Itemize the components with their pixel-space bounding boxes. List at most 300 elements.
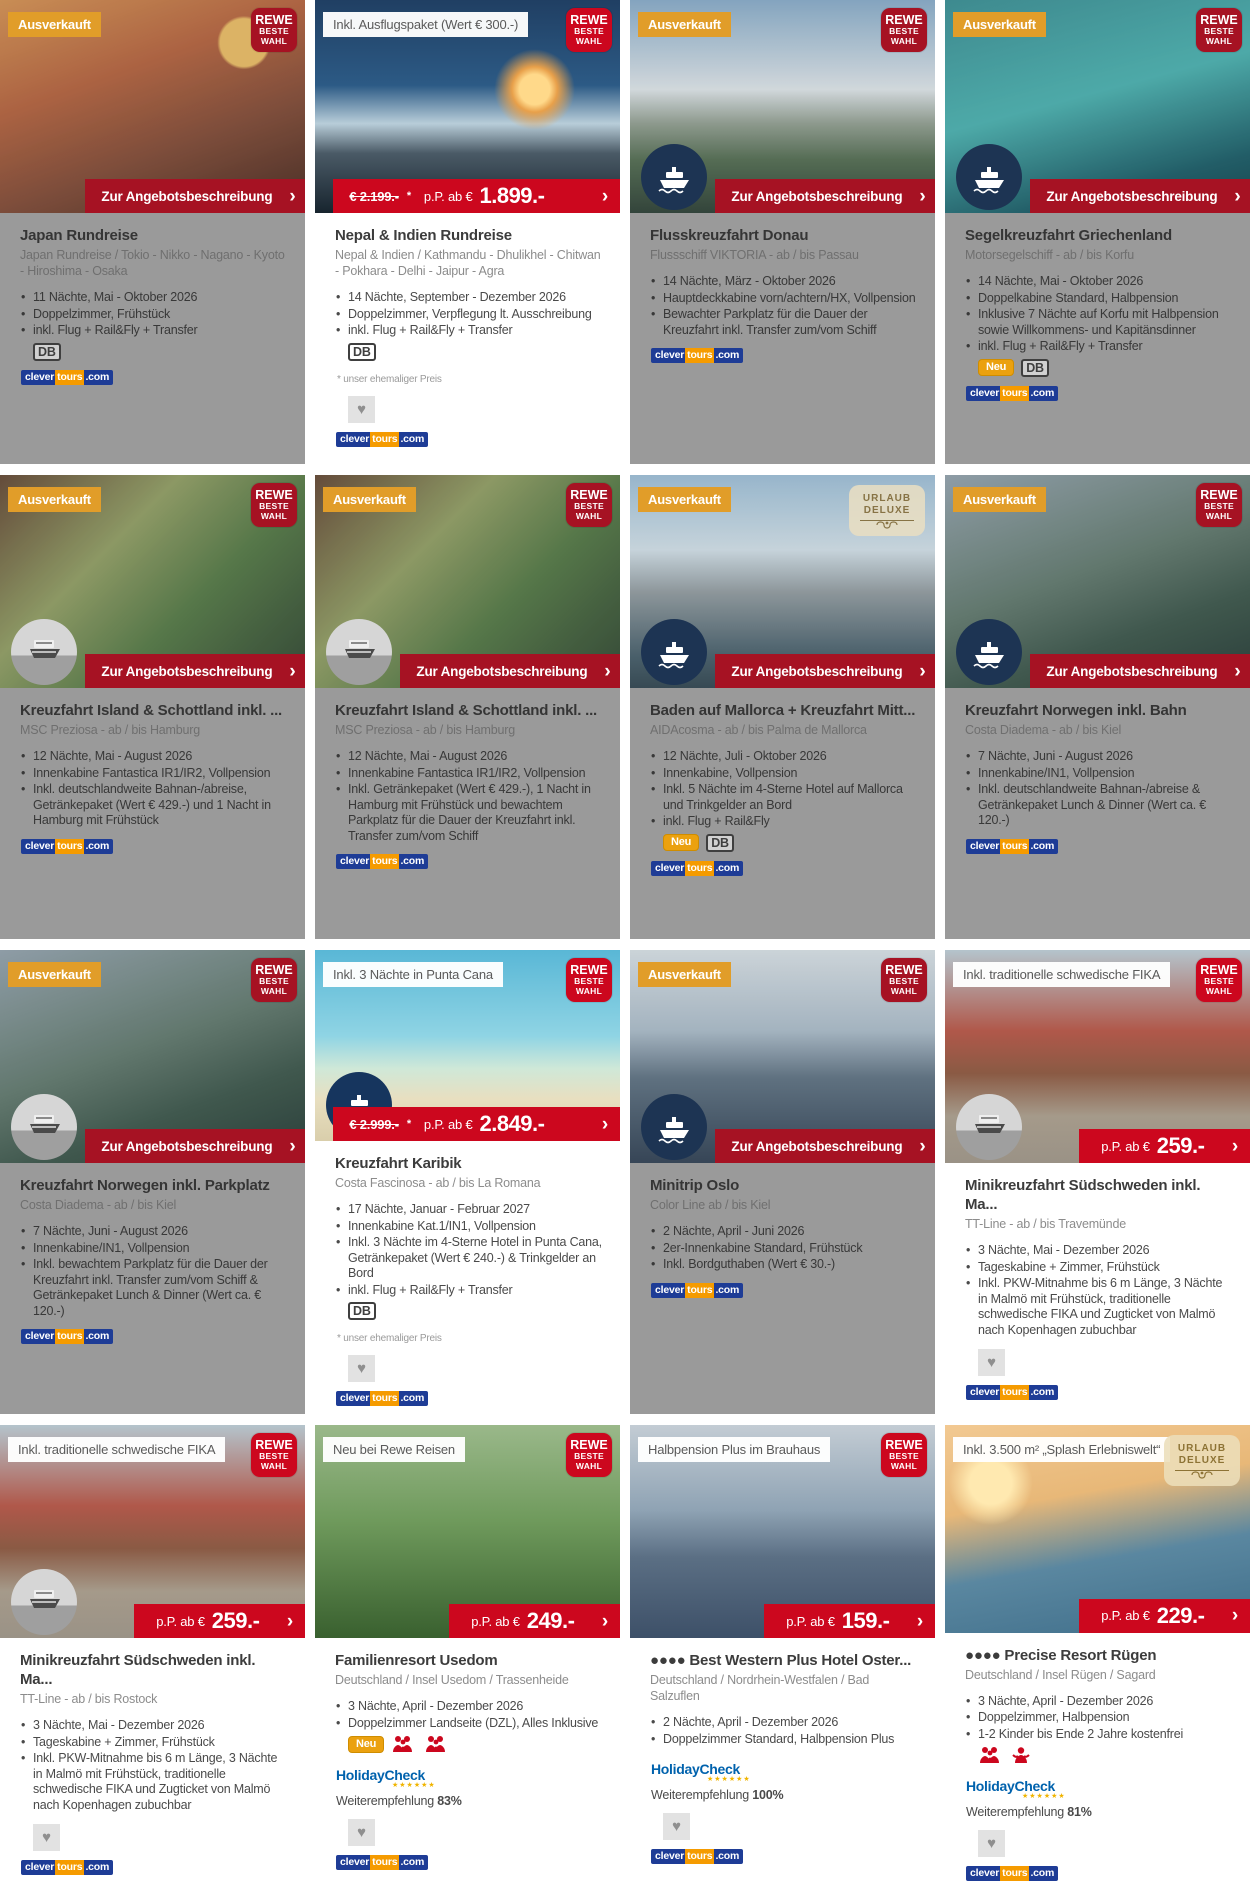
rewe-badge-text: REWE	[885, 963, 923, 977]
clevertours-logo	[21, 839, 113, 854]
promo-badge: Inkl. traditionelle schwedische FIKA	[8, 1437, 225, 1462]
clevertours-logo	[336, 1855, 428, 1870]
offer-detail-item: • 2 Nächte, April - Juni 2026	[650, 1224, 919, 1240]
family-icon	[978, 1746, 1004, 1764]
offer-detail-item: • Bewachter Parkplatz für die Dauer der Kreuzfahrt inkl. Transfer zum/vom Schiff	[650, 307, 919, 338]
rewe-badge-text: REWE	[1200, 488, 1238, 502]
rewe-beste-wahl-badge	[566, 958, 612, 1002]
offer-description-button[interactable]	[1030, 179, 1250, 213]
price-prefix: p.P. ab €	[1101, 1138, 1150, 1154]
clevertours-logo-text: .com	[399, 1391, 428, 1406]
former-price-note: * unser ehemaliger Preis	[337, 1333, 442, 1344]
holidaycheck-block	[966, 1778, 1234, 1819]
offer-details	[20, 1224, 289, 1319]
rewe-beste-wahl-badge	[881, 8, 927, 52]
clevertours-logo-text: .com	[1029, 1866, 1058, 1881]
rewe-badge-text: REWE	[255, 1438, 293, 1452]
offer-card	[0, 1425, 305, 1889]
offer-image[interactable]	[945, 475, 1250, 688]
clevertours-logo-text: clever	[966, 386, 1000, 401]
recommendation-rate	[651, 1788, 919, 1802]
offer-detail-item: • 12 Nächte, Juli - Oktober 2026	[650, 749, 919, 765]
offer-details	[20, 290, 289, 339]
offer-card	[630, 0, 935, 464]
wishlist-heart-button[interactable]: ♥	[978, 1830, 1005, 1857]
price-button[interactable]	[333, 1107, 620, 1141]
offer-subtitle: Deutschland / Insel Rügen / Sagard	[965, 1667, 1156, 1682]
cruise-ship-icon	[641, 619, 707, 685]
offer-title: Minitrip Oslo	[650, 1177, 740, 1194]
offer-body	[0, 1638, 305, 1889]
cruise-ship-icon	[326, 619, 392, 685]
offer-title: Kreuzfahrt Norwegen inkl. Parkplatz	[20, 1177, 270, 1194]
offer-subtitle: TT-Line - ab / bis Rostock	[20, 1692, 158, 1706]
recommendation-label: Weiterempfehlung	[336, 1794, 435, 1808]
offer-tags	[978, 1746, 1234, 1764]
chevron-right-icon: ›	[1234, 660, 1241, 682]
offer-description-label: Zur Angebotsbeschreibung	[101, 1138, 273, 1154]
rewe-beste-wahl-badge	[251, 483, 297, 527]
offer-image[interactable]	[0, 0, 305, 213]
offer-card	[945, 0, 1250, 464]
offer-subtitle: Color Line ab / bis Kiel	[650, 1198, 771, 1212]
clevertours-logo-text: .com	[84, 839, 113, 854]
promo-badge: Inkl. traditionelle schwedische FIKA	[953, 962, 1170, 987]
offer-title: ●●●● Precise Resort Rügen	[965, 1646, 1157, 1664]
offer-subtitle: Motorsegelschiff - ab / bis Korfu	[965, 248, 1134, 262]
offer-description-button[interactable]	[85, 179, 305, 213]
offer-description-button[interactable]	[400, 654, 620, 688]
rewe-badge-text: WAHL	[575, 985, 603, 996]
clevertours-logo-text: clever	[966, 1866, 1000, 1881]
offer-subtitle: TT-Line - ab / bis Travemünde	[965, 1217, 1126, 1231]
rewe-badge-text: BESTE	[1204, 976, 1234, 986]
offer-details	[335, 1202, 604, 1298]
chevron-right-icon: ›	[601, 1113, 608, 1135]
offer-description-button[interactable]	[85, 1129, 305, 1163]
rewe-beste-wahl-badge	[1196, 8, 1242, 52]
holidaycheck-block	[336, 1767, 604, 1808]
offer-description-label: Zur Angebotsbeschreibung	[731, 1138, 903, 1154]
clevertours-logo-text: clever	[21, 1860, 55, 1875]
offer-body	[315, 1638, 620, 1889]
clevertours-logo	[966, 1866, 1058, 1881]
offer-title: Kreuzfahrt Island & Schottland inkl. ...	[20, 702, 283, 719]
price-prefix: p.P. ab €	[1101, 1608, 1150, 1623]
chevron-right-icon: ›	[919, 660, 926, 682]
offer-details	[650, 749, 919, 830]
family-icon	[424, 1735, 450, 1753]
clevertours-logo-text: tours	[687, 861, 713, 874]
offer-detail-item: • 12 Nächte, Mai - August 2026	[335, 749, 604, 765]
recommendation-value: 100%	[752, 1788, 784, 1802]
rewe-badge-text: REWE	[1200, 13, 1238, 27]
offer-body	[0, 688, 305, 939]
price-button[interactable]	[333, 179, 620, 213]
offer-subtitle: Costa Diadema - ab / bis Kiel	[965, 723, 1122, 737]
clevertours-logo	[966, 1385, 1058, 1400]
offer-body	[945, 213, 1250, 464]
clevertours-logo-text: .com	[399, 1855, 428, 1870]
offer-description-button[interactable]	[1030, 654, 1250, 688]
chevron-right-icon: ›	[1234, 185, 1241, 207]
offer-detail-item: • 14 Nächte, März - Oktober 2026	[650, 274, 919, 290]
clevertours-logo-text: clever	[651, 1283, 685, 1298]
clevertours-logo-text: .com	[1029, 839, 1058, 854]
offer-image[interactable]	[0, 475, 305, 688]
child-icon	[1011, 1746, 1031, 1764]
promo-badge: Inkl. 3.500 m² „Splash Erlebniswelt“	[953, 1437, 1170, 1462]
offer-body	[315, 688, 620, 939]
offer-detail-item: • Inkl. deutschlandweite Bahnan-/abreise, Getränkepaket (Wert € 429.-) und 1 Nacht in Hamburg mit Frühstück	[20, 782, 289, 829]
former-price-note: * unser ehemaliger Preis	[337, 373, 442, 385]
offer-detail-item: • 1-2 Kinder bis Ende 2 Jahre kostenfrei	[965, 1727, 1234, 1743]
recommendation-label: Weiterempfehlung	[651, 1788, 750, 1802]
clevertours-logo-text: clever	[651, 1849, 685, 1864]
clevertours-logo	[336, 854, 428, 869]
offer-body	[315, 1141, 620, 1414]
offer-detail-item: • 2 Nächte, April - Dezember 2026	[650, 1715, 919, 1731]
offer-subtitle: Deutschland / Nordrhein-Westfalen / Bad Salzuflen	[650, 1673, 870, 1703]
offer-tags	[348, 343, 604, 361]
offer-detail-item: • Doppelzimmer, Verpflegung lt. Ausschreibung	[335, 307, 604, 323]
offer-card	[0, 0, 305, 464]
offer-detail-item: • 14 Nächte, Mai - Oktober 2026	[965, 274, 1234, 290]
price-button[interactable]	[1079, 1129, 1250, 1163]
offer-image[interactable]	[630, 1425, 935, 1638]
clevertours-logo-text: clever	[651, 861, 685, 876]
offer-description-button[interactable]	[715, 654, 935, 688]
family-icon	[391, 1735, 417, 1753]
offer-title: ●●●● Best Western Plus Hotel Oster...	[650, 1652, 912, 1669]
rewe-badge-text: BESTE	[259, 501, 289, 511]
offer-description-button[interactable]	[715, 179, 935, 213]
offer-card	[945, 950, 1250, 1414]
offer-detail-item: • Inkl. deutschlandweite Bahnan-/abreise & Getränkepaket Lunch & Dinner (Wert ca. € 120.-)	[965, 782, 1234, 829]
deutsche-bahn-logo: DB	[348, 343, 376, 361]
offer-title: Japan Rundreise	[20, 227, 138, 244]
soldout-badge: Ausverkauft	[323, 487, 416, 512]
holidaycheck-logo: HolidayCheck	[651, 1761, 740, 1777]
recommendation-rate	[966, 1805, 1234, 1819]
offer-detail-item: • inkl. Flug + Rail&Fly + Transfer	[335, 1283, 604, 1299]
wishlist-heart-button[interactable]: ♥	[978, 1349, 1005, 1376]
chevron-right-icon: ›	[286, 1610, 293, 1632]
offer-detail-item: • 7 Nächte, Juni - August 2026	[20, 1224, 289, 1240]
rewe-beste-wahl-badge	[251, 8, 297, 52]
rewe-badge-text: WAHL	[575, 35, 603, 46]
offer-title: Minikreuzfahrt Südschweden inkl. Ma...	[20, 1652, 256, 1688]
clevertours-logo-text: .com	[399, 432, 428, 447]
offer-description-label: Zur Angebotsbeschreibung	[101, 663, 273, 679]
offer-description-button[interactable]	[85, 654, 305, 688]
price-prefix: p.P. ab €	[786, 1613, 835, 1629]
offer-image[interactable]	[0, 950, 305, 1163]
rewe-badge-text: WAHL	[260, 985, 288, 996]
recommendation-value: 81%	[1067, 1805, 1092, 1819]
chevron-right-icon: ›	[289, 1135, 296, 1157]
price-button[interactable]	[134, 1604, 305, 1638]
rewe-badge-text: WAHL	[575, 1460, 603, 1471]
offer-subtitle: MSC Preziosa - ab / bis Hamburg	[335, 723, 515, 737]
rewe-badge-text: REWE	[885, 1438, 923, 1452]
clevertours-logo-text: clever	[336, 854, 370, 869]
rewe-beste-wahl-badge	[881, 1433, 927, 1477]
rewe-badge-text: BESTE	[259, 26, 289, 36]
deluxe-badge-text: URLAUB	[1177, 1443, 1227, 1454]
offer-details	[335, 749, 604, 844]
rewe-badge-text: REWE	[255, 488, 293, 502]
new-badge: Neu	[348, 1736, 384, 1753]
clevertours-logo-text: .com	[714, 1849, 743, 1864]
price-value: 229.-	[1156, 1602, 1205, 1628]
clevertours-logo	[21, 370, 113, 385]
offer-description-label: Zur Angebotsbeschreibung	[731, 188, 903, 204]
wishlist-heart-button[interactable]: ♥	[348, 1355, 375, 1382]
clevertours-logo-text: clever	[21, 370, 55, 385]
chevron-right-icon: ›	[604, 660, 611, 682]
clevertours-logo	[21, 1329, 113, 1344]
clevertours-logo-text: .com	[84, 1860, 113, 1875]
chevron-right-icon: ›	[601, 185, 608, 207]
deluxe-badge-text: DELUXE	[863, 505, 911, 516]
offer-details	[650, 274, 919, 338]
offer-image[interactable]	[945, 0, 1250, 213]
old-price: € 2.199.-	[349, 188, 399, 204]
rewe-badge-text: REWE	[570, 488, 608, 502]
offer-image[interactable]	[630, 475, 935, 688]
rewe-badge-text: BESTE	[574, 1451, 604, 1461]
offer-details	[335, 290, 604, 339]
offer-details	[965, 1694, 1234, 1743]
clevertours-logo-text: tours	[372, 1856, 398, 1868]
offer-card	[315, 1425, 620, 1889]
rewe-beste-wahl-badge	[566, 483, 612, 527]
clevertours-logo-text: tours	[57, 370, 83, 383]
price-value: 249.-	[526, 1608, 575, 1633]
holidaycheck-stars-icon: ★★★★★★	[1022, 1793, 1066, 1800]
soldout-badge: Ausverkauft	[638, 487, 731, 512]
offer-details	[965, 1243, 1234, 1338]
offer-tags	[978, 359, 1234, 377]
offer-tags	[348, 1735, 604, 1753]
offer-body	[315, 213, 620, 464]
recommendation-label: Weiterempfehlung	[966, 1805, 1065, 1819]
offer-body	[630, 1638, 935, 1889]
offer-detail-item: • Inkl. Getränkepaket (Wert € 429.-), 1 Nacht in Hamburg mit Frühstück und bewachtem Parkplatz für die Dauer der Kreuzfahrt inkl. Transfer zum/vom Schiff	[335, 782, 604, 844]
offer-detail-item: • 17 Nächte, Januar - Februar 2027	[335, 1202, 604, 1218]
clevertours-logo	[651, 348, 743, 363]
chevron-right-icon: ›	[289, 660, 296, 682]
offer-body	[630, 1163, 935, 1414]
offer-image[interactable]	[630, 950, 935, 1163]
offer-image[interactable]	[315, 475, 620, 688]
offer-detail-item: • Inkl. PKW-Mitnahme bis 6 m Länge, 3 Nächte in Malmö mit Frühstück, traditionelle schwedische FIKA und Zugticket von Malmö nach Kopenhagen zubuchbar	[20, 1751, 289, 1813]
price-button[interactable]	[764, 1604, 935, 1638]
offer-subtitle: Deutschland / Insel Usedom / Trassenheide	[335, 1673, 569, 1687]
offer-detail-item: • 14 Nächte, September - Dezember 2026	[335, 290, 604, 306]
soldout-badge: Ausverkauft	[953, 487, 1046, 512]
rewe-badge-text: REWE	[255, 963, 293, 977]
offer-body	[0, 1163, 305, 1414]
offer-detail-item: • 12 Nächte, Mai - August 2026	[20, 749, 289, 765]
offer-card	[630, 950, 935, 1414]
offer-title: Kreuzfahrt Island & Schottland inkl. ...	[335, 702, 598, 719]
clevertours-logo-text: clever	[336, 432, 370, 447]
promo-badge: Inkl. 3 Nächte in Punta Cana	[323, 962, 503, 987]
holidaycheck-logo: HolidayCheck	[336, 1767, 425, 1783]
clevertours-logo-text: tours	[687, 1283, 713, 1296]
offer-title: Baden auf Mallorca + Kreuzfahrt Mitt...	[650, 702, 916, 719]
offer-detail-item: • inkl. Flug + Rail&Fly + Transfer	[20, 323, 289, 339]
cruise-ship-icon	[641, 1094, 707, 1160]
offer-detail-item: • Doppelzimmer Standard, Halbpension Plus	[650, 1732, 919, 1748]
offer-image[interactable]	[630, 0, 935, 213]
offer-details	[335, 1699, 604, 1731]
deutsche-bahn-logo: DB	[706, 834, 734, 852]
offer-detail-item: • Inkl. Bordguthaben (Wert € 30.-)	[650, 1257, 919, 1273]
offer-detail-item: • 3 Nächte, April - Dezember 2026	[335, 1699, 604, 1715]
offer-detail-item: • Innenkabine Fantastica IR1/IR2, Vollpension	[335, 766, 604, 782]
cruise-ship-icon	[956, 1094, 1022, 1160]
soldout-badge: Ausverkauft	[638, 962, 731, 987]
offer-detail-item: • inkl. Flug + Rail&Fly + Transfer	[965, 339, 1234, 355]
former-price-asterisk: *	[406, 190, 411, 202]
offer-detail-item: • Innenkabine Fantastica IR1/IR2, Vollpension	[20, 766, 289, 782]
offer-detail-item: • inkl. Flug + Rail&Fly	[650, 814, 919, 830]
offer-subtitle: Japan Rundreise / Tokio - Nikko - Nagano - Kyoto - Hiroshima - Osaka	[20, 248, 285, 278]
clevertours-logo-text: clever	[21, 839, 55, 854]
rewe-badge-text: WAHL	[890, 35, 918, 46]
rewe-badge-text: WAHL	[890, 1460, 918, 1471]
wishlist-heart-button[interactable]: ♥	[348, 1819, 375, 1846]
offer-title: Minikreuzfahrt Südschweden inkl. Ma...	[965, 1177, 1201, 1213]
cruise-ship-icon	[956, 619, 1022, 685]
offer-details	[965, 749, 1234, 829]
offer-detail-item: • Inklusive 7 Nächte auf Korfu mit Halbpension sowie Willkommens- und Kapitänsdinner	[965, 307, 1234, 338]
rewe-badge-text: BESTE	[1204, 501, 1234, 511]
chevron-right-icon: ›	[1231, 1135, 1238, 1157]
rewe-badge-text: WAHL	[1205, 510, 1233, 521]
deutsche-bahn-logo: DB	[1021, 359, 1049, 377]
new-badge: Neu	[978, 359, 1014, 376]
offer-details	[650, 1224, 919, 1273]
rewe-badge-text: REWE	[570, 1438, 608, 1452]
rewe-badge-text: WAHL	[260, 510, 288, 521]
offer-description-label: Zur Angebotsbeschreibung	[1046, 188, 1218, 204]
clevertours-logo-text: clever	[966, 1385, 1000, 1400]
offer-image[interactable]	[0, 1425, 305, 1638]
clevertours-logo-text: tours	[372, 432, 398, 445]
offer-detail-item: • Doppelzimmer, Halbpension	[965, 1710, 1234, 1726]
offer-detail-item: • 3 Nächte, April - Dezember 2026	[965, 1694, 1234, 1710]
rewe-badge-text: WAHL	[260, 35, 288, 46]
recommendation-value: 83%	[437, 1794, 462, 1808]
rewe-badge-text: BESTE	[259, 1451, 289, 1461]
clevertours-logo-text: tours	[57, 1330, 83, 1342]
offer-title: Familienresort Usedom	[335, 1652, 498, 1669]
cruise-ship-icon	[956, 144, 1022, 210]
offer-detail-item: • Doppelkabine Standard, Halbpension	[965, 291, 1234, 307]
chevron-right-icon: ›	[919, 1135, 926, 1157]
chevron-right-icon: ›	[601, 1610, 608, 1632]
offer-tags	[663, 834, 919, 852]
soldout-badge: Ausverkauft	[953, 12, 1046, 37]
offer-image[interactable]	[315, 1425, 620, 1638]
rewe-beste-wahl-badge	[251, 1433, 297, 1477]
offer-detail-item: • 7 Nächte, Juni - August 2026	[965, 749, 1234, 765]
offer-body	[0, 213, 305, 464]
clevertours-logo-text: clever	[336, 1855, 370, 1870]
offer-image[interactable]	[945, 1425, 1250, 1633]
wishlist-heart-button[interactable]: ♥	[663, 1813, 690, 1840]
rewe-beste-wahl-badge	[1196, 958, 1242, 1002]
offer-detail-item: • Innenkabine, Vollpension	[650, 766, 919, 782]
offer-body	[630, 213, 935, 464]
promo-badge: Neu bei Rewe Reisen	[323, 1437, 465, 1462]
clevertours-logo-text: .com	[714, 1283, 743, 1298]
offer-image[interactable]	[315, 950, 620, 1141]
clevertours-logo-text: tours	[687, 349, 713, 361]
price-value: 2.849.-	[479, 1111, 545, 1136]
clevertours-logo-text: tours	[57, 1861, 83, 1873]
holidaycheck-stars-icon: ★★★★★★	[707, 1776, 751, 1783]
soldout-badge: Ausverkauft	[8, 487, 101, 512]
offer-title: Segelkreuzfahrt Griechenland	[965, 227, 1172, 244]
clevertours-logo	[966, 839, 1058, 854]
offer-details	[20, 1718, 289, 1813]
cruise-ship-icon	[11, 1094, 77, 1160]
rewe-badge-text: WAHL	[1205, 985, 1233, 996]
price-prefix: p.P. ab €	[423, 188, 473, 204]
recommendation-rate	[336, 1794, 604, 1808]
offer-card	[0, 475, 305, 939]
offer-detail-item: • Tageskabine + Zimmer, Frühstück	[20, 1735, 289, 1751]
clevertours-logo-text: .com	[84, 370, 113, 385]
offer-image[interactable]	[315, 0, 620, 213]
price-button[interactable]	[1079, 1599, 1250, 1633]
offer-title: Kreuzfahrt Norwegen inkl. Bahn	[965, 702, 1187, 719]
clevertours-logo-text: clever	[651, 348, 685, 363]
offer-description-button[interactable]	[715, 1129, 935, 1163]
offer-details	[20, 749, 289, 829]
holidaycheck-block	[651, 1761, 919, 1802]
offer-body	[630, 688, 935, 939]
offer-detail-item: • Doppelzimmer, Frühstück	[20, 307, 289, 323]
wishlist-heart-button[interactable]: ♥	[348, 396, 375, 423]
deutsche-bahn-logo: DB	[33, 343, 61, 361]
offer-detail-item: • Innenkabine/IN1, Vollpension	[965, 766, 1234, 782]
deluxe-badge-text: URLAUB	[862, 493, 912, 504]
offer-detail-item: • 11 Nächte, Mai - Oktober 2026	[20, 290, 289, 306]
clevertours-logo	[336, 432, 428, 447]
cruise-ship-icon	[641, 144, 707, 210]
offer-detail-item: • Innenkabine Kat.1/IN1, Vollpension	[335, 1219, 604, 1235]
offer-description-label: Zur Angebotsbeschreibung	[731, 663, 903, 679]
wishlist-heart-button[interactable]: ♥	[33, 1824, 60, 1851]
clevertours-logo-text: tours	[687, 1850, 713, 1862]
clevertours-logo-text: clever	[336, 1391, 370, 1406]
rewe-badge-text: BESTE	[889, 26, 919, 36]
offer-detail-item: • Inkl. 3 Nächte im 4-Sterne Hotel in Punta Cana, Getränkepaket (Wert € 240.-) & Trinkgelder an Bord	[335, 1235, 604, 1282]
rewe-badge-text: WAHL	[575, 510, 603, 521]
soldout-badge: Ausverkauft	[8, 962, 101, 987]
cruise-ship-icon	[11, 1569, 77, 1635]
price-button[interactable]	[449, 1604, 620, 1638]
clevertours-logo-text: tours	[1002, 386, 1028, 399]
offer-image[interactable]	[945, 950, 1250, 1163]
clevertours-logo-text: tours	[1002, 1867, 1028, 1879]
